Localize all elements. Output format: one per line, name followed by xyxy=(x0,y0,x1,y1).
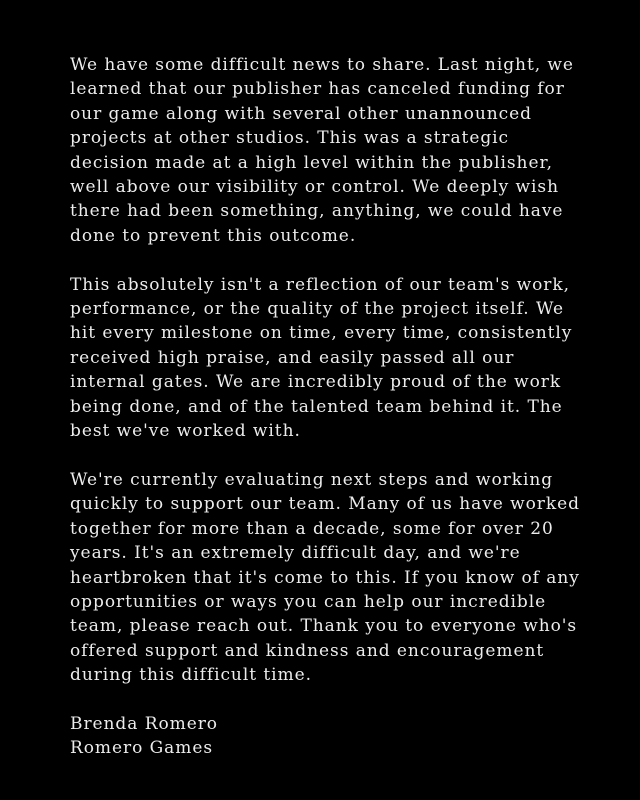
paragraph-team-reflection: This absolutely isn't a reflection of our team's work, performance, or the quality of the project itself. We hit every milestone on time, every time, consistently received high praise, and easily passed all our internal gates. We are incredibly proud of the work being done, and of the talented team behind it. The best we've worked with. xyxy=(70,274,573,442)
signature-company: Romero Games xyxy=(70,738,214,759)
signature-block xyxy=(70,712,582,761)
signature-name: Brenda Romero xyxy=(70,713,218,734)
letter-body xyxy=(70,53,582,761)
paragraph-announcement: We have some difficult news to share. Last night, we learned that our publisher has canceled funding for our game along with several other unannounced projects at other studios. This was a strategic decision made at a high level within the publisher, well above our visibility or control. We deeply wish there had been something, anything, we could have done to prevent this outcome. xyxy=(70,55,574,246)
paragraph-next-steps: We're currently evaluating next steps and working quickly to support our team. Many of us have worked together for more than a decade, some for over 20 years. It's an extremely difficult day, and we're heartbroken that it's come to this. If you know of any opportunities or ways you can help our incredible team, please reach out. Thank you to everyone who's offered support and kindness and encouragement during this difficult time. xyxy=(70,469,580,686)
